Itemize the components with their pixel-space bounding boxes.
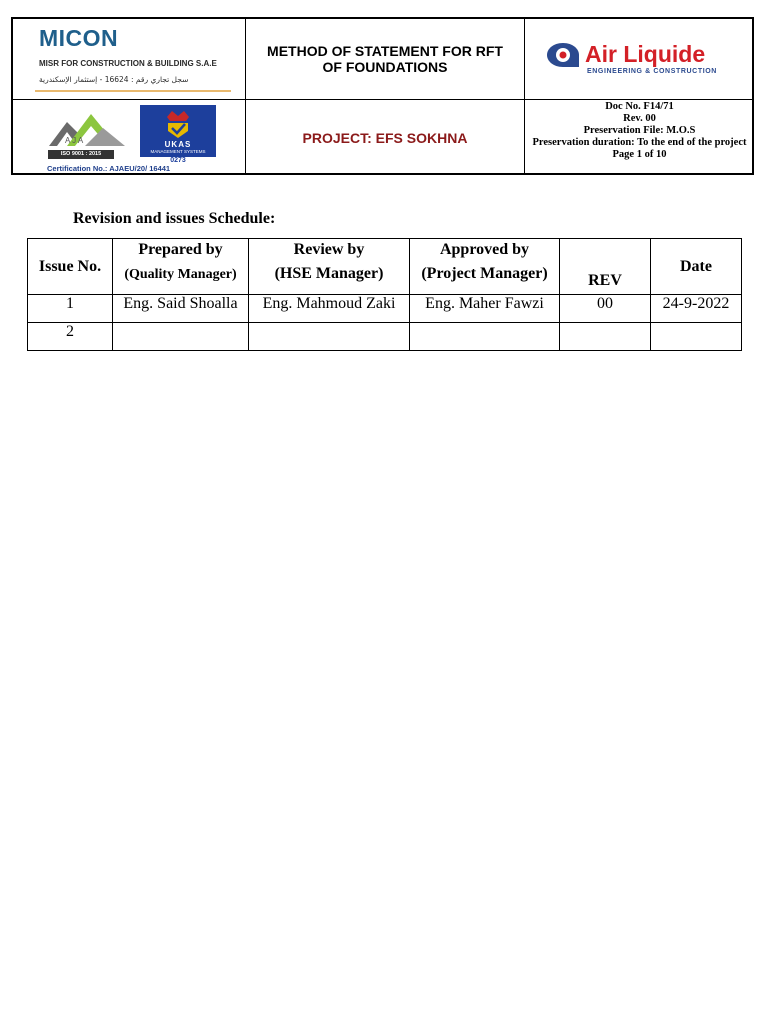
- client-name: Air Liquide: [585, 41, 706, 67]
- rev-cell: [560, 323, 651, 351]
- doc-number: Doc No. F14/71: [605, 101, 674, 112]
- col-date-label: Date: [680, 257, 712, 275]
- issue-no-cell: 1: [28, 295, 113, 323]
- revision-heading: Revision and issues Schedule:: [73, 210, 276, 227]
- col-rev-label: REV: [588, 272, 622, 289]
- col-approved-by-label: Approved by: [439, 241, 530, 258]
- preservation-duration: Preservation duration: To the end of the project: [532, 137, 747, 148]
- ukas-subtitle: MANAGEMENT SYSTEMS: [150, 149, 206, 154]
- doc-revision: Rev. 00: [623, 113, 656, 124]
- review-by-cell: [249, 323, 410, 351]
- table-row: [28, 323, 742, 351]
- table-row: [28, 295, 742, 323]
- revision-table: [27, 238, 742, 351]
- iso-badge: ISO 9001 : 2015: [48, 150, 114, 159]
- document-title-line1: METHOD OF STATEMENT FOR RFT: [267, 43, 503, 59]
- col-review-by-label: Review by: [293, 241, 365, 258]
- document-info: [525, 100, 754, 175]
- approved-by-cell: [410, 323, 560, 351]
- company-logo-cell: [13, 19, 245, 99]
- revision-header-row: [28, 239, 742, 295]
- col-review-by-role: (HSE Manager): [274, 265, 384, 282]
- approved-by-cell: Eng. Maher Fawzi: [410, 295, 560, 323]
- aja-logo-icon: [45, 106, 130, 152]
- crown-check-icon: [164, 109, 192, 139]
- col-issue-no: [28, 239, 113, 295]
- air-liquide-logo-icon: [545, 41, 581, 69]
- ukas-number: 0273: [170, 157, 186, 164]
- ukas-logo: [140, 105, 216, 157]
- project-title: PROJECT: EFS SOKHNA: [302, 129, 468, 146]
- review-by-cell: Eng. Mahmoud Zaki: [249, 295, 410, 323]
- company-full-name: MISR FOR CONSTRUCTION & BUILDING S.A.E: [39, 59, 217, 68]
- logo-underline: [35, 90, 231, 92]
- certification-number: Certification No.: AJAEU/20/ 16441: [47, 164, 171, 173]
- date-cell: 24-9-2022: [651, 295, 742, 323]
- aja-text: A J A: [65, 136, 84, 145]
- page-number: Page 1 of 10: [612, 149, 667, 160]
- company-registration: سجل تجاري رقم : 16624 - إستثمار الإسكندرية: [39, 75, 189, 84]
- document-header: [11, 17, 754, 175]
- preservation-file: Preservation File: M.O.S: [583, 125, 696, 136]
- rev-cell: 00: [560, 295, 651, 323]
- prepared-by-cell: [113, 323, 249, 351]
- col-issue-no-label: Issue No.: [38, 257, 102, 275]
- document-title-line2: OF FOUNDATIONS: [322, 59, 448, 75]
- col-review-by: [249, 239, 410, 295]
- col-approved-by-role: (Project Manager): [421, 265, 548, 282]
- col-rev: [560, 239, 651, 295]
- date-cell: [651, 323, 742, 351]
- col-prepared-by-role: (Quality Manager): [124, 267, 237, 282]
- document-title: [246, 19, 524, 99]
- ukas-label: UKAS: [164, 140, 192, 149]
- client-logo: [543, 39, 743, 79]
- company-name: MICON: [39, 25, 119, 51]
- col-approved-by: [410, 239, 560, 295]
- col-prepared-by-label: Prepared by: [138, 241, 223, 258]
- prepared-by-cell: Eng. Said Shoalla: [113, 295, 249, 323]
- col-date: [651, 239, 742, 295]
- col-prepared-by: [113, 239, 249, 295]
- client-tagline: ENGINEERING & CONSTRUCTION: [587, 68, 717, 75]
- issue-no-cell: 2: [28, 323, 113, 351]
